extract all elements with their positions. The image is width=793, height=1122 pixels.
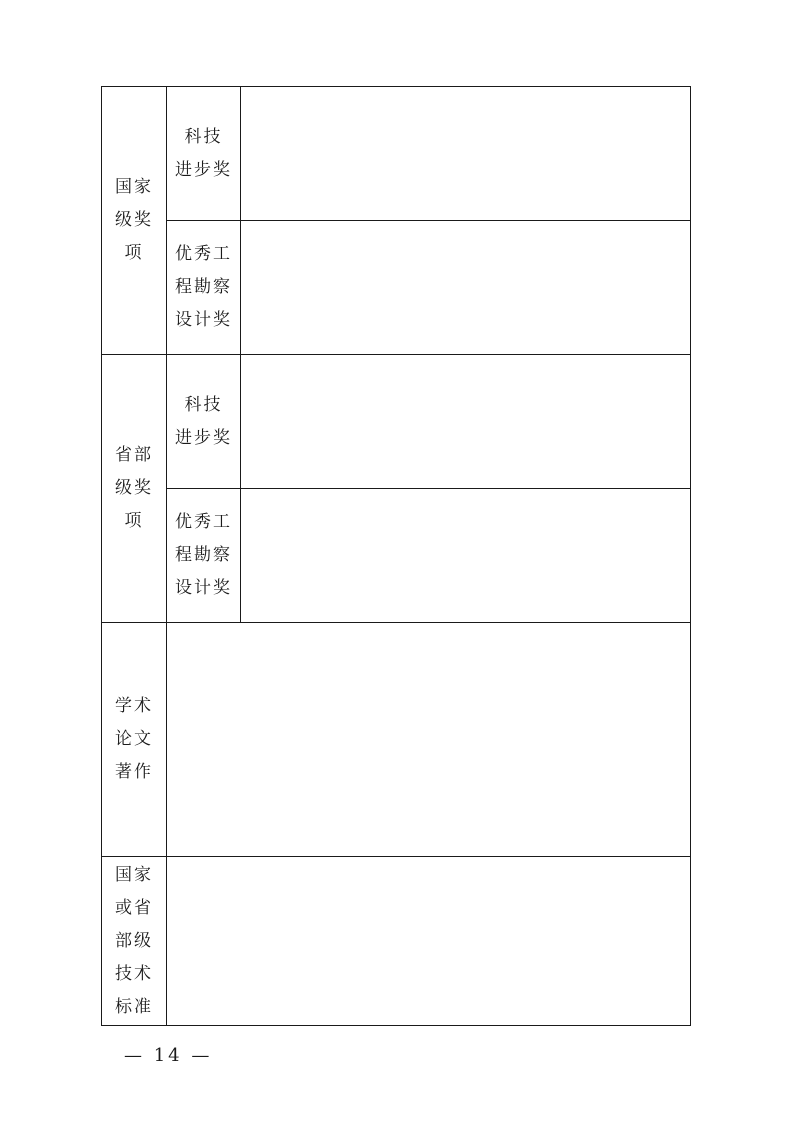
provincial-awards-label: 省部 级奖 项 (115, 445, 153, 531)
provincial-awards-label-cell (102, 355, 167, 623)
academic-papers-content[interactable] (167, 623, 691, 857)
provincial-survey-design-label: 优秀工 程勘察 设计奖 (175, 512, 232, 598)
technical-standards-row (102, 857, 691, 1026)
academic-papers-row (102, 623, 691, 857)
academic-papers-label: 学术 论文 著作 (115, 696, 153, 782)
national-survey-design-content[interactable] (241, 221, 691, 355)
national-tech-progress-row (102, 87, 691, 221)
national-survey-design-label: 优秀工 程勘察 设计奖 (175, 244, 232, 330)
national-survey-design-label-cell (167, 221, 241, 355)
technical-standards-label-cell (102, 857, 167, 1026)
achievements-form-table (101, 86, 691, 1026)
national-awards-label-cell (102, 87, 167, 355)
provincial-tech-progress-row (102, 355, 691, 489)
academic-papers-label-cell (102, 623, 167, 857)
national-tech-progress-content[interactable] (241, 87, 691, 221)
provincial-survey-design-row (102, 489, 691, 623)
national-awards-label: 国家 级奖 项 (115, 177, 153, 263)
provincial-tech-progress-label-cell (167, 355, 241, 489)
provincial-survey-design-content[interactable] (241, 489, 691, 623)
national-tech-progress-label: 科技 进步奖 (175, 126, 232, 180)
technical-standards-label: 国家 或省 部级 技术 标准 (115, 864, 153, 1017)
national-tech-progress-label-cell (167, 87, 241, 221)
technical-standards-content[interactable] (167, 857, 691, 1026)
provincial-survey-design-label-cell (167, 489, 241, 623)
national-survey-design-row (102, 221, 691, 355)
provincial-tech-progress-content[interactable] (241, 355, 691, 489)
provincial-tech-progress-label: 科技 进步奖 (175, 394, 232, 448)
page-number: — 14 — (124, 1045, 213, 1066)
